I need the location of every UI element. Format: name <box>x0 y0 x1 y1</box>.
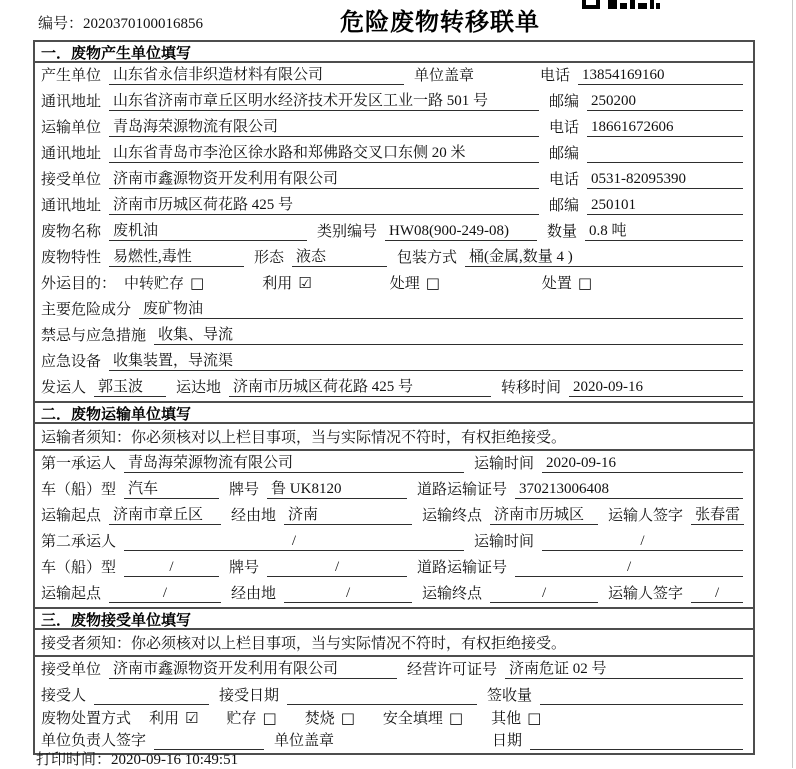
field-label: 道路运输证号 <box>417 560 508 576</box>
field-label: 外运目的： <box>41 276 117 292</box>
checkbox-label: 利用 <box>149 711 180 727</box>
field-label: 运达地 <box>176 380 222 396</box>
form-row <box>35 63 753 89</box>
field-label: 签收量 <box>487 688 533 704</box>
field-value: 山东省青岛市李沧区徐水路和郑佛路交叉口东侧 20 米 <box>109 145 539 163</box>
field-label: 废物处置方式 <box>41 711 132 727</box>
section-note: 运输者须知：你必须核对以上栏目事项，当与实际情况不符时，有权拒绝接受。 <box>35 424 753 451</box>
form-section-2 <box>35 401 753 607</box>
form-row <box>35 115 753 141</box>
field-value: / <box>124 559 219 577</box>
section-header: 一．废物产生单位填写 <box>35 42 753 63</box>
field-value: 液态 <box>292 249 387 267</box>
field-value: 桶(金属,数量 4 ) <box>465 249 743 267</box>
section-note: 接受者须知：你必须核对以上栏目事项，当与实际情况不符时，有权拒绝接受。 <box>35 630 753 657</box>
form-section-3 <box>35 607 753 753</box>
form-row <box>35 245 753 271</box>
form-row <box>35 581 753 607</box>
checkbox-label: 其他 <box>491 711 522 727</box>
checkbox-option <box>491 710 541 728</box>
field-label: 接受单位 <box>41 172 102 188</box>
checkbox-label: 处理 <box>389 276 420 292</box>
field-label: 产生单位 <box>41 68 102 84</box>
transfer-form <box>33 40 755 755</box>
field-label: 发运人 <box>41 380 87 396</box>
field-value: 废机油 <box>109 223 307 241</box>
field-value: / <box>267 559 407 577</box>
field-value-blank <box>540 687 743 705</box>
field-value: 废矿物油 <box>139 301 743 319</box>
form-row <box>35 89 753 115</box>
field-label: 形态 <box>254 250 285 266</box>
field-label: 包装方式 <box>397 250 458 266</box>
checkbox-unchecked-icon: □ <box>577 274 593 292</box>
field-label: 运输时间 <box>474 456 535 472</box>
field-value: / <box>691 585 743 603</box>
checkbox-label: 处置 <box>541 276 572 292</box>
field-label: 邮编 <box>549 94 580 110</box>
field-value: 18661672606 <box>587 119 743 137</box>
field-value: / <box>490 585 598 603</box>
checkbox-option <box>542 275 592 293</box>
field-label: 运输时间 <box>474 534 535 550</box>
field-value: 收集、导流 <box>154 327 743 345</box>
field-value: / <box>515 559 743 577</box>
form-row <box>35 709 753 731</box>
field-value: HW08(900-249-08) <box>385 223 537 241</box>
checkbox-unchecked-icon: □ <box>262 709 277 727</box>
form-row <box>35 323 753 349</box>
field-value: 济南市历城区荷花路 425 号 <box>109 197 539 215</box>
checkbox-checked-icon: ☑ <box>298 274 312 292</box>
form-row <box>35 375 753 401</box>
print-time: 打印时间：2020-09-16 10:49:51 <box>36 752 239 768</box>
field-label: 邮编 <box>549 198 580 214</box>
field-label: 经营许可证号 <box>407 662 498 678</box>
qr-code-fragment <box>582 0 660 9</box>
field-label: 电话 <box>540 68 571 84</box>
form-row <box>35 219 753 245</box>
field-label: 废物名称 <box>41 224 102 240</box>
field-label: 运输单位 <box>41 120 102 136</box>
form-row <box>35 141 753 167</box>
field-label: 电话 <box>549 120 580 136</box>
field-value: 汽车 <box>124 481 219 499</box>
field-label: 单位盖章 <box>414 68 475 84</box>
checkbox-option <box>305 710 355 728</box>
checkbox-label: 利用 <box>262 276 293 292</box>
form-row <box>35 657 753 683</box>
field-label: 运输起点 <box>41 586 102 602</box>
field-label: 废物特性 <box>41 250 102 266</box>
field-value: 张春雷 <box>691 507 744 525</box>
form-section-1 <box>35 42 753 401</box>
field-label: 电话 <box>549 172 580 188</box>
field-value: / <box>284 585 412 603</box>
form-row <box>35 349 753 375</box>
field-value: 鲁 UK8120 <box>267 481 407 499</box>
form-row <box>35 529 753 555</box>
field-label: 通讯地址 <box>41 94 102 110</box>
form-row <box>35 167 753 193</box>
field-value: 山东省济南市章丘区明水经济技术开发区工业一路 501 号 <box>109 93 539 111</box>
field-label: 单位盖章 <box>274 733 335 749</box>
form-row <box>35 451 753 477</box>
field-value: 济南市历城区 <box>490 507 598 525</box>
field-value: 0.8 吨 <box>585 223 743 241</box>
checkbox-label: 中转贮存 <box>124 276 185 292</box>
field-label: 车（船）型 <box>41 482 117 498</box>
field-value: 济南 <box>284 507 412 525</box>
field-label: 数量 <box>547 224 578 240</box>
field-label: 禁忌与应急措施 <box>41 328 147 344</box>
section-header: 三．废物接受单位填写 <box>35 609 753 630</box>
checkbox-option <box>383 710 463 728</box>
field-value-blank <box>287 687 477 705</box>
checkbox-label: 安全填埋 <box>382 711 443 727</box>
field-value-blank <box>94 687 209 705</box>
field-value: / <box>542 533 743 551</box>
page-edge-line <box>792 0 793 768</box>
field-label: 应急设备 <box>41 354 102 370</box>
field-label: 运输人签字 <box>608 586 684 602</box>
checkbox-unchecked-icon: □ <box>340 709 355 727</box>
field-value-blank <box>587 145 743 163</box>
checkbox-unchecked-icon: □ <box>425 274 440 292</box>
checkbox-option <box>390 275 440 293</box>
field-value-blank <box>530 732 743 750</box>
field-value: 13854169160 <box>578 67 743 85</box>
field-label: 道路运输证号 <box>417 482 508 498</box>
field-label: 接受单位 <box>41 662 102 678</box>
field-value: 济南市历城区荷花路 425 号 <box>229 379 491 397</box>
checkbox-option <box>149 710 198 728</box>
checkbox-checked-icon: ☑ <box>185 709 199 727</box>
field-label: 牌号 <box>229 482 260 498</box>
section-header: 二．废物运输单位填写 <box>35 403 753 424</box>
field-value: 济南市章丘区 <box>109 507 221 525</box>
checkbox-unchecked-icon: □ <box>527 709 542 727</box>
form-row <box>35 477 753 503</box>
field-label: 转移时间 <box>501 380 562 396</box>
field-label: 运输终点 <box>422 508 483 524</box>
field-label: 经由地 <box>231 586 277 602</box>
field-value: 济南市鑫源物资开发利用有限公司 <box>109 171 539 189</box>
checkbox-label: 贮存 <box>226 711 257 727</box>
field-value: 易燃性,毒性 <box>109 249 244 267</box>
form-row <box>35 297 753 323</box>
field-value: / <box>109 585 221 603</box>
field-value: 0531-82095390 <box>587 171 743 189</box>
field-value: 370213006408 <box>515 481 743 499</box>
field-label: 邮编 <box>549 146 580 162</box>
field-label: 运输人签字 <box>608 508 684 524</box>
field-value: 250101 <box>587 197 743 215</box>
doc-number-value: 2020370100016856 <box>83 16 204 32</box>
field-value: 收集装置，导流渠 <box>109 353 743 371</box>
field-label: 类别编号 <box>317 224 378 240</box>
field-value: 250200 <box>587 93 743 111</box>
field-label: 车（船）型 <box>41 560 117 576</box>
form-row <box>35 503 753 529</box>
form-row <box>35 271 753 297</box>
field-label: 运输终点 <box>422 586 483 602</box>
field-label: 通讯地址 <box>41 198 102 214</box>
doc-number <box>38 12 203 33</box>
form-row <box>35 193 753 219</box>
field-value: 山东省永信非织造材料有限公司 <box>109 67 404 85</box>
field-label: 通讯地址 <box>41 146 102 162</box>
checkbox-unchecked-icon: □ <box>190 274 205 292</box>
field-label: 第二承运人 <box>41 534 117 550</box>
field-value: 青岛海荣源物流有限公司 <box>124 455 464 473</box>
field-label: 日期 <box>492 733 523 749</box>
checkbox-option <box>226 710 276 728</box>
checkbox-label: 焚烧 <box>304 711 335 727</box>
field-value: 2020-09-16 <box>569 379 743 397</box>
doc-number-label: 编号： <box>38 16 84 32</box>
checkbox-unchecked-icon: □ <box>448 709 464 727</box>
checkbox-option <box>262 275 311 293</box>
checkbox-option <box>124 275 204 293</box>
form-row <box>35 555 753 581</box>
field-value: 济南危证 02 号 <box>505 661 743 679</box>
field-value: 郭玉波 <box>94 379 166 397</box>
field-label: 牌号 <box>229 560 260 576</box>
field-value: / <box>124 533 464 551</box>
page-title: 危险废物转移联单 <box>340 9 540 36</box>
field-value: 2020-09-16 <box>542 455 743 473</box>
field-label: 第一承运人 <box>41 456 117 472</box>
field-label: 经由地 <box>231 508 277 524</box>
field-value: 济南市鑫源物资开发利用有限公司 <box>109 661 397 679</box>
field-value: 青岛海荣源物流有限公司 <box>109 119 539 137</box>
field-label: 接受日期 <box>219 688 280 704</box>
field-label: 接受人 <box>41 688 87 704</box>
field-label: 运输起点 <box>41 508 102 524</box>
field-label: 主要危险成分 <box>41 302 132 318</box>
form-row <box>35 683 753 709</box>
field-label: 单位负责人签字 <box>41 733 147 749</box>
